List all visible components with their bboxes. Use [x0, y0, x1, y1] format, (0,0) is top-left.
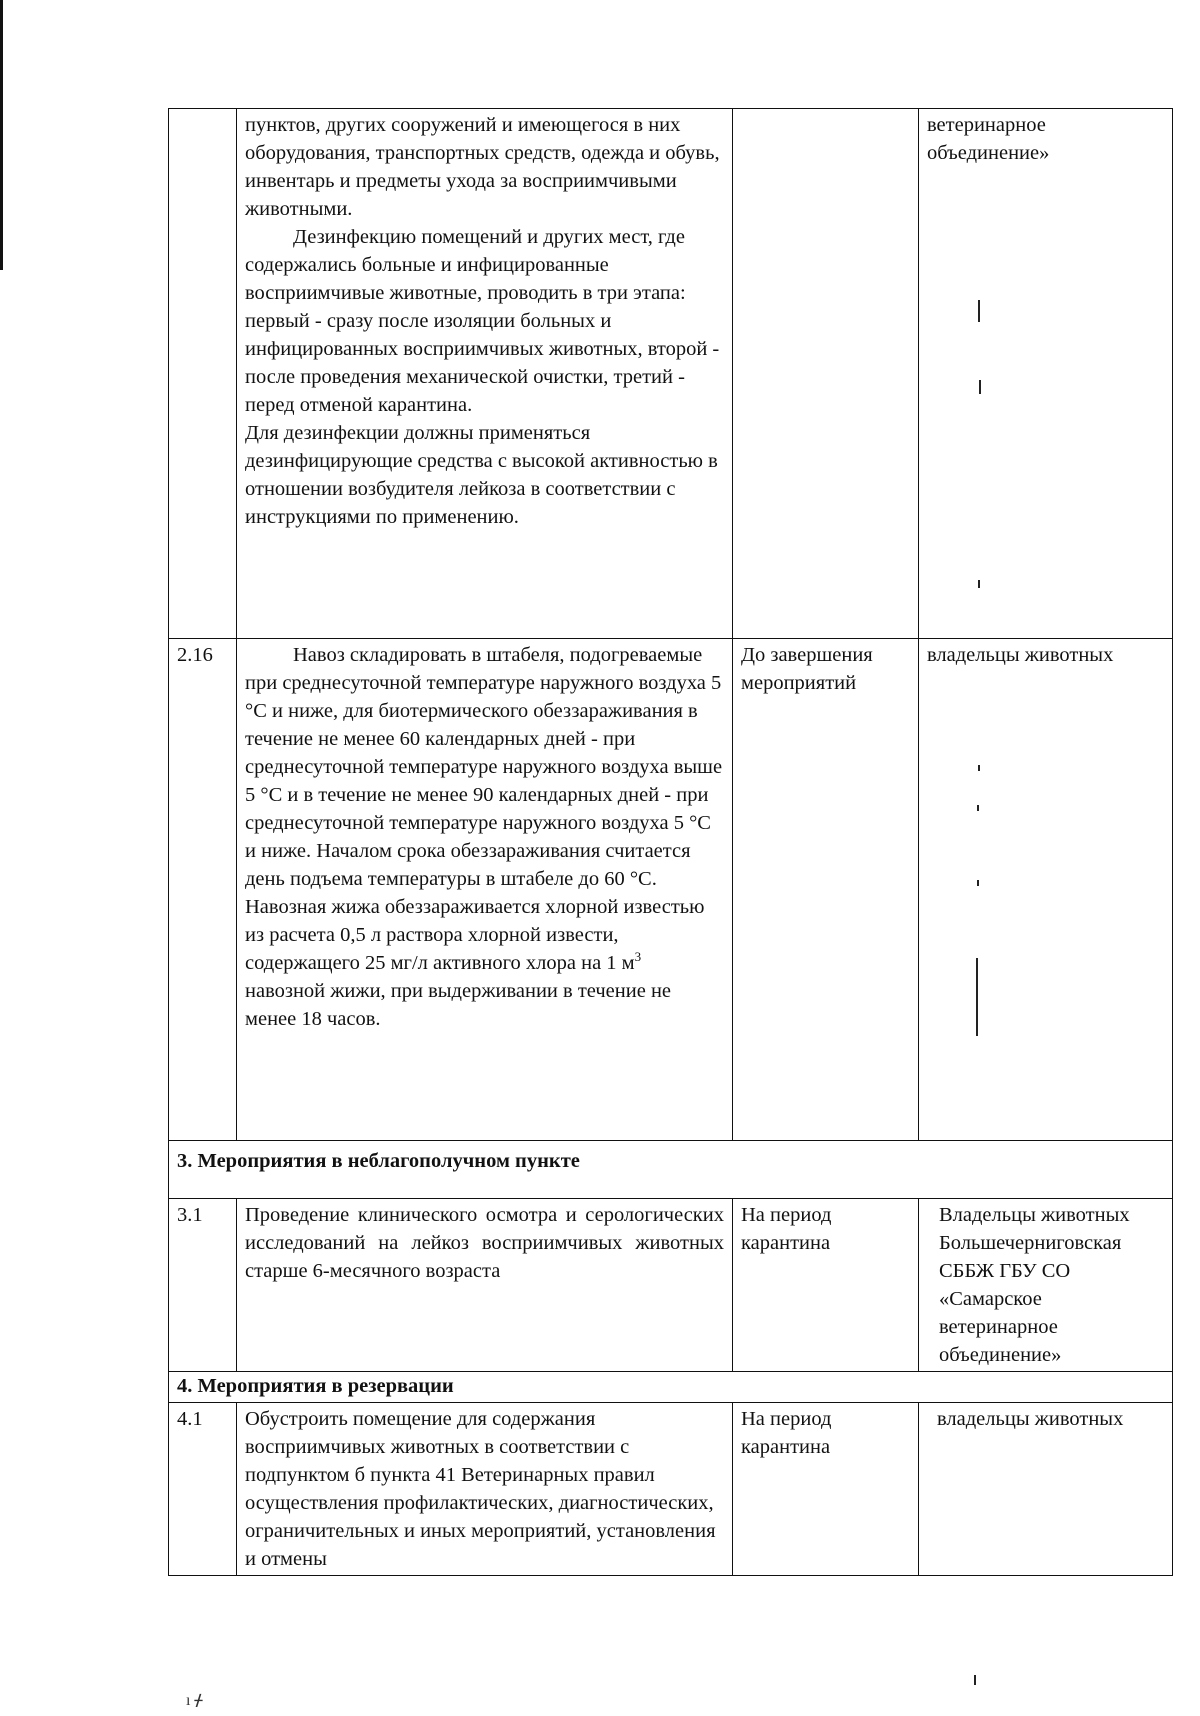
scan-edge-line: [0, 0, 3, 270]
measures-table: [168, 108, 1173, 1576]
measure-text: Для дезинфекции должны применяться дезинфицирующие средства с высокой активностью в отношении возбудителя лейкоза в соответствии с инструкциями по применению.: [245, 422, 718, 528]
scan-artifact: [979, 380, 981, 394]
scan-artifact: [978, 765, 980, 771]
row-number: 4.1: [169, 1403, 237, 1576]
scan-artifact: [977, 880, 979, 886]
scan-artifact: [974, 1675, 976, 1685]
measure-text: Навоз складировать в штабеля, подогреваемые при среднесуточной температуре наружного воздуха 5 °С и ниже, для биотермического обеззараживания в течение не менее 60 календарных дней - при среднесуточной температуре наружного воздуха выше 5 °С и в течение не менее 90 календарных дней - при среднесуточной температуре наружного воздуха 5 °С и ниже. Началом срока обеззараживания считается день подъема температуры в штабеле до 60 °С. Навозная жижа обеззараживается хлорной известью из расчета 0,5 л раствора хлорной извести, содержащего 25 мг/л активного хлора на 1 $м^3$ навозной жижи, при выдерживании в течение не менее 18 часов.: [245, 644, 723, 1030]
cell-measure: [237, 639, 733, 1141]
cell-deadline: [733, 109, 919, 639]
cell-measure: Обустроить помещение для содержания восприимчивых животных в соответствии с подпунктом б пункта 41 Ветеринарных правил осуществления профилактических, диагностических, ограничительных и иных мероприятий, установления и отмены: [237, 1403, 733, 1576]
cell-number: [169, 109, 237, 639]
footer-mark: ı ᚋ: [186, 1692, 203, 1709]
responsible-text: Владельцы животных: [939, 1204, 1130, 1226]
responsible-text: объединение»: [939, 1344, 1062, 1366]
measure-text: Дезинфекцию помещений и других мест, где содержались больные и инфицированные восприимчивые животные, проводить в три этапа: первый - сразу после изоляции больных и инфицированных восприимчивых животных, второй - после проведения механической очистки, третий - перед отменой карантина.: [245, 226, 720, 416]
responsible-text: объединение»: [927, 142, 1050, 164]
section-title: 4. Мероприятия в резервации: [169, 1372, 1173, 1403]
section-header-4: [169, 1372, 1173, 1403]
cell-deadline: На период карантина: [733, 1199, 919, 1372]
cell-responsible: [919, 109, 1173, 639]
table-row-continuation: [169, 109, 1173, 639]
cell-measure: Проведение клинического осмотра и серологических исследований на лейкоз восприимчивых животных старше 6-месячного возраста: [237, 1199, 733, 1372]
measure-text: пунктов, других сооружений и имеющегося в них оборудования, транспортных средств, одежда и обувь, инвентарь и предметы ухода за восприимчивыми животными.: [245, 114, 720, 220]
cell-responsible: владельцы животных: [919, 1403, 1173, 1576]
section-title: 3. Мероприятия в неблагополучном пункте: [169, 1141, 1173, 1199]
cell-deadline: До завершения мероприятий: [733, 639, 919, 1141]
cell-measure: [237, 109, 733, 639]
table-row-2-16: [169, 639, 1173, 1141]
responsible-text: ветеринарное: [939, 1316, 1058, 1338]
table-row-3-1: [169, 1199, 1173, 1372]
scan-artifact: [976, 958, 978, 1036]
cell-responsible: [919, 1199, 1173, 1372]
scan-artifact: [978, 300, 980, 322]
table-row-4-1: [169, 1403, 1173, 1576]
superscript: 3: [634, 949, 642, 965]
section-header-3: [169, 1141, 1173, 1199]
row-number: 3.1: [169, 1199, 237, 1372]
responsible-text: Большечерниговская: [939, 1232, 1122, 1254]
responsible-text: «Самарское: [939, 1288, 1042, 1310]
scan-artifact: [977, 805, 979, 811]
row-number: 2.16: [169, 639, 237, 1141]
cell-deadline: На период карантина: [733, 1403, 919, 1576]
responsible-text: ветеринарное: [927, 114, 1046, 136]
responsible-text: СББЖ ГБУ СО: [939, 1260, 1071, 1282]
scan-artifact: [978, 580, 980, 588]
cell-responsible: владельцы животных: [919, 639, 1173, 1141]
